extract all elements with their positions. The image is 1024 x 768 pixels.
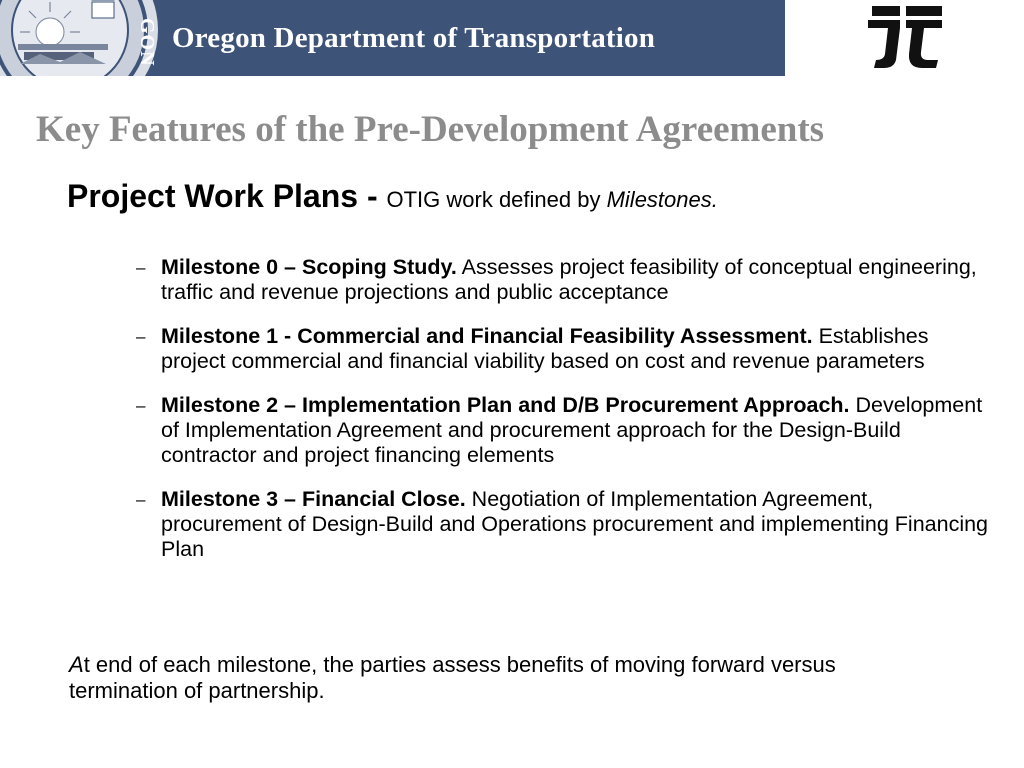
bullet-dash: – [136,396,146,415]
bullet-dash: – [136,258,146,277]
odot-logo-icon [866,4,946,72]
agency-name: Oregon Department of Transportation [172,22,656,54]
milestone-item [130,255,990,305]
milestone-heading: Milestone 0 – Scoping Study. [161,255,457,279]
closing-note-initial: A [69,652,84,677]
header-banner [0,0,785,76]
milestone-item [130,393,990,468]
bullet-dash: – [136,490,146,509]
milestone-heading: Milestone 2 – Implementation Plan and D/B Procurement Approach. [161,393,850,417]
subtitle [67,178,718,215]
milestone-list [130,255,990,581]
seal-lettering: GON [136,18,158,67]
milestone-description: Development of Implementation Agreement and procurement approach for the Design-Build contractor and project financing elements [161,393,983,467]
milestone-description: Negotiation of Implementation Agreement, procurement of Design-Build and Operations procurement and implementing Financing Plan [161,487,989,561]
subtitle-emphasis: Milestones. [606,187,718,212]
bullet-dash: – [136,327,146,346]
milestone-heading: Milestone 1 - Commercial and Financial Feasibility Assessment. [161,324,813,348]
milestone-description: Establishes project commercial and financial viability based on cost and revenue parameters [161,324,929,373]
milestone-item [130,487,990,562]
closing-note [69,652,949,704]
slide-title: Key Features of the Pre-Development Agreements [36,109,825,150]
closing-note-text: t end of each milestone, the parties assess benefits of moving forward versus termination of partnership. [69,652,836,703]
subtitle-text: OTIG work defined by [386,187,607,212]
subtitle-lead: Project Work Plans - [67,178,387,214]
milestone-description: Assesses project feasibility of conceptual engineering, traffic and revenue projections and public acceptance [161,255,977,304]
milestone-heading: Milestone 3 – Financial Close. [161,487,466,511]
milestone-item [130,324,990,374]
